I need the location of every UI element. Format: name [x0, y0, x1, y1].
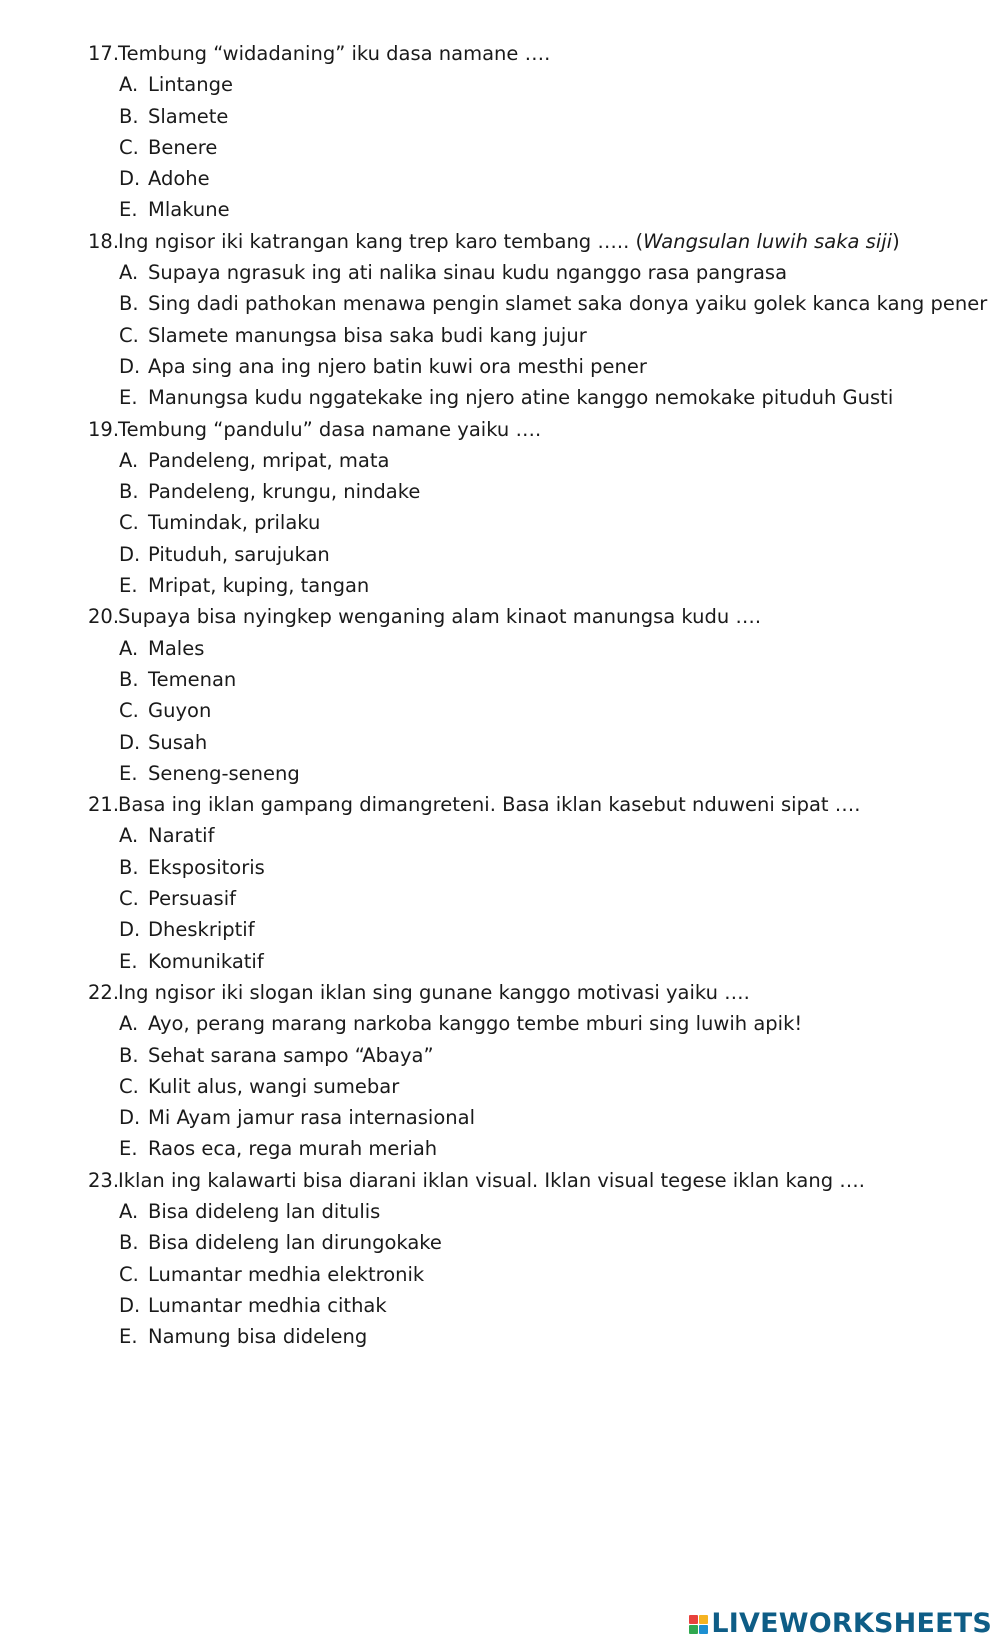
question-stem [0, 977, 1000, 1008]
option-letter: C. [119, 323, 139, 347]
question-text [118, 977, 750, 1008]
answer-option[interactable] [0, 946, 1000, 977]
answer-option[interactable] [0, 633, 1000, 664]
question-19 [0, 414, 1000, 602]
logo-square-blue [699, 1625, 708, 1634]
option-letter: E. [119, 1137, 138, 1161]
option-letter: E. [119, 198, 138, 222]
question-number: 19. [88, 417, 120, 441]
option-letter: B. [119, 104, 139, 128]
answer-option[interactable] [0, 664, 1000, 695]
option-letter: A. [119, 636, 139, 660]
question-text-main: Ing ngisor iki katrangan kang trep karo tembang ….. [118, 229, 636, 253]
option-letter: A. [119, 1199, 139, 1223]
option-letter: C. [119, 699, 139, 723]
question-18 [0, 226, 1000, 414]
option-letter: D. [119, 354, 141, 378]
question-text [118, 789, 860, 820]
answer-option[interactable] [0, 1227, 1000, 1258]
option-text: Lumantar medhia elektronik [148, 1262, 425, 1286]
answer-option[interactable] [0, 695, 1000, 726]
option-text: Dheskriptif [148, 918, 255, 942]
option-letter: B. [119, 480, 139, 504]
option-text: Supaya ngrasuk ing ati nalika sinau kudu nganggo rasa pangrasa [148, 261, 788, 285]
answer-option[interactable] [0, 1071, 1000, 1102]
question-number: 23. [88, 1168, 120, 1192]
answer-option[interactable] [0, 257, 1000, 288]
answer-option[interactable] [0, 288, 1000, 319]
answer-option[interactable] [0, 820, 1000, 851]
option-text: Slamete [148, 104, 229, 128]
question-text [118, 38, 550, 69]
question-17 [0, 38, 1000, 226]
option-text: Ayo, perang marang narkoba kanggo tembe mburi sing luwih apik! [148, 1012, 803, 1036]
option-letter: A. [119, 73, 139, 97]
option-text: Bisa dideleng lan ditulis [148, 1199, 381, 1223]
option-text: Benere [148, 135, 218, 159]
question-stem [0, 601, 1000, 632]
answer-option[interactable] [0, 914, 1000, 945]
question-text-main: Tembung “widadaning” iku dasa namane …. [118, 42, 551, 65]
option-text: Namung bisa dideleng [148, 1325, 368, 1349]
option-letter: C. [119, 887, 139, 911]
option-text: Naratif [148, 824, 215, 848]
question-text-main: Basa ing iklan gampang dimangreteni. Basa iklan kasebut nduweni sipat …. [118, 793, 861, 817]
liveworksheets-brand[interactable] [689, 1609, 992, 1639]
option-text: Persuasif [148, 887, 236, 911]
answer-option[interactable] [0, 883, 1000, 914]
option-text: Kulit alus, wangi sumebar [148, 1074, 400, 1098]
question-stem [0, 38, 1000, 69]
logo-square-red [689, 1615, 698, 1624]
option-letter: A. [119, 1012, 139, 1036]
option-text: Apa sing ana ing njero batin kuwi ora mesthi pener [148, 354, 647, 378]
option-letter: E. [119, 761, 138, 785]
answer-option[interactable] [0, 1259, 1000, 1290]
question-note: Wangsulan luwih saka siji [643, 229, 893, 253]
option-letter: E. [119, 949, 138, 973]
answer-option[interactable] [0, 539, 1000, 570]
option-text: Manungsa kudu nggatekake ing njero atine kanggo nemokake pituduh Gusti [148, 386, 894, 410]
option-text: Lintange [148, 73, 233, 97]
option-text: Pandeleng, krungu, nindake [148, 480, 421, 504]
answer-option[interactable] [0, 320, 1000, 351]
question-text [118, 601, 761, 632]
option-text: Raos eca, rega murah meriah [148, 1137, 438, 1161]
option-letter: A. [119, 448, 139, 472]
answer-option[interactable] [0, 507, 1000, 538]
question-text-main: Supaya bisa nyingkep wenganing alam kinaot manungsa kudu …. [118, 605, 762, 629]
option-letter: B. [119, 1043, 139, 1067]
question-stem [0, 226, 1000, 257]
brand-name: LIVEWORKSHEETS [711, 1608, 992, 1639]
question-stem [0, 789, 1000, 820]
option-text: Sehat sarana sampo “Abaya” [148, 1043, 434, 1067]
option-letter: D. [119, 167, 141, 191]
question-text [118, 1165, 865, 1196]
logo-square-green [689, 1625, 698, 1634]
answer-option[interactable] [0, 1321, 1000, 1352]
answer-option[interactable] [0, 1196, 1000, 1227]
option-letter: E. [119, 574, 138, 598]
option-text: Ekspositoris [148, 855, 265, 879]
option-letter: D. [119, 1293, 141, 1317]
answer-option[interactable] [0, 1102, 1000, 1133]
option-text: Komunikatif [148, 949, 264, 973]
question-text-main: Tembung “pandulu” dasa namane yaiku …. [118, 417, 542, 441]
answer-option[interactable] [0, 163, 1000, 194]
option-letter: C. [119, 511, 139, 535]
worksheet [0, 38, 1000, 1352]
option-text: Tumindak, prilaku [148, 511, 321, 535]
answer-option[interactable] [0, 101, 1000, 132]
answer-option[interactable] [0, 476, 1000, 507]
option-text: Slamete manungsa bisa saka budi kang jujur [148, 323, 587, 347]
option-text: Temenan [148, 667, 237, 691]
answer-option[interactable] [0, 570, 1000, 601]
option-letter: D. [119, 730, 141, 754]
option-letter: B. [119, 667, 139, 691]
answer-option[interactable] [0, 445, 1000, 476]
question-text [118, 226, 900, 257]
option-letter: B. [119, 292, 139, 316]
option-text: Bisa dideleng lan dirungokake [148, 1231, 442, 1255]
option-letter: A. [119, 824, 139, 848]
option-text: Susah [148, 730, 208, 754]
answer-option[interactable] [0, 132, 1000, 163]
logo-square-yellow [699, 1615, 708, 1624]
option-text: Sing dadi pathokan menawa pengin slamet saka donya yaiku golek kanca kang pener [148, 292, 988, 316]
question-22 [0, 977, 1000, 1165]
question-text-main: Iklan ing kalawarti bisa diarani iklan visual. Iklan visual tegese iklan kang …. [118, 1168, 865, 1192]
liveworksheets-logo-icon [689, 1615, 708, 1634]
option-letter: E. [119, 1325, 138, 1349]
question-21 [0, 789, 1000, 977]
answer-option[interactable] [0, 1040, 1000, 1071]
option-letter: D. [119, 918, 141, 942]
option-letter: C. [119, 1262, 139, 1286]
option-text: Males [148, 636, 205, 660]
answer-option[interactable] [0, 382, 1000, 413]
question-text-main: Ing ngisor iki slogan iklan sing gunane kanggo motivasi yaiku …. [118, 980, 750, 1004]
option-letter: D. [119, 1106, 141, 1130]
option-text: Adohe [148, 167, 210, 191]
option-text: Seneng-seneng [148, 761, 300, 785]
question-23 [0, 1165, 1000, 1353]
question-text [118, 414, 541, 445]
answer-option[interactable] [0, 351, 1000, 382]
option-text: Pandeleng, mripat, mata [148, 448, 390, 472]
option-text: Guyon [148, 699, 212, 723]
question-number: 21. [88, 793, 120, 817]
option-text: Mlakune [148, 198, 230, 222]
answer-option[interactable] [0, 852, 1000, 883]
option-text: Mripat, kuping, tangan [148, 574, 370, 598]
answer-option[interactable] [0, 1008, 1000, 1039]
question-number: 18. [88, 229, 120, 253]
answer-option[interactable] [0, 758, 1000, 789]
option-letter: B. [119, 1231, 139, 1255]
option-text: Mi Ayam jamur rasa internasional [148, 1106, 475, 1130]
option-text: Pituduh, sarujukan [148, 542, 330, 566]
answer-option[interactable] [0, 194, 1000, 225]
question-number: 20. [88, 605, 120, 629]
option-letter: C. [119, 135, 139, 159]
note-open-paren: ( [635, 229, 644, 253]
answer-option[interactable] [0, 69, 1000, 100]
option-text: Lumantar medhia cithak [148, 1293, 387, 1317]
question-stem [0, 414, 1000, 445]
question-stem [0, 1165, 1000, 1196]
answer-option[interactable] [0, 1290, 1000, 1321]
option-letter: A. [119, 261, 139, 285]
option-letter: D. [119, 542, 141, 566]
answer-option[interactable] [0, 1133, 1000, 1164]
note-close-paren: ) [892, 229, 900, 253]
option-letter: C. [119, 1074, 139, 1098]
question-20 [0, 601, 1000, 789]
option-letter: B. [119, 855, 139, 879]
question-number: 22. [88, 980, 120, 1004]
option-letter: E. [119, 386, 138, 410]
answer-option[interactable] [0, 727, 1000, 758]
question-number: 17. [88, 42, 120, 65]
